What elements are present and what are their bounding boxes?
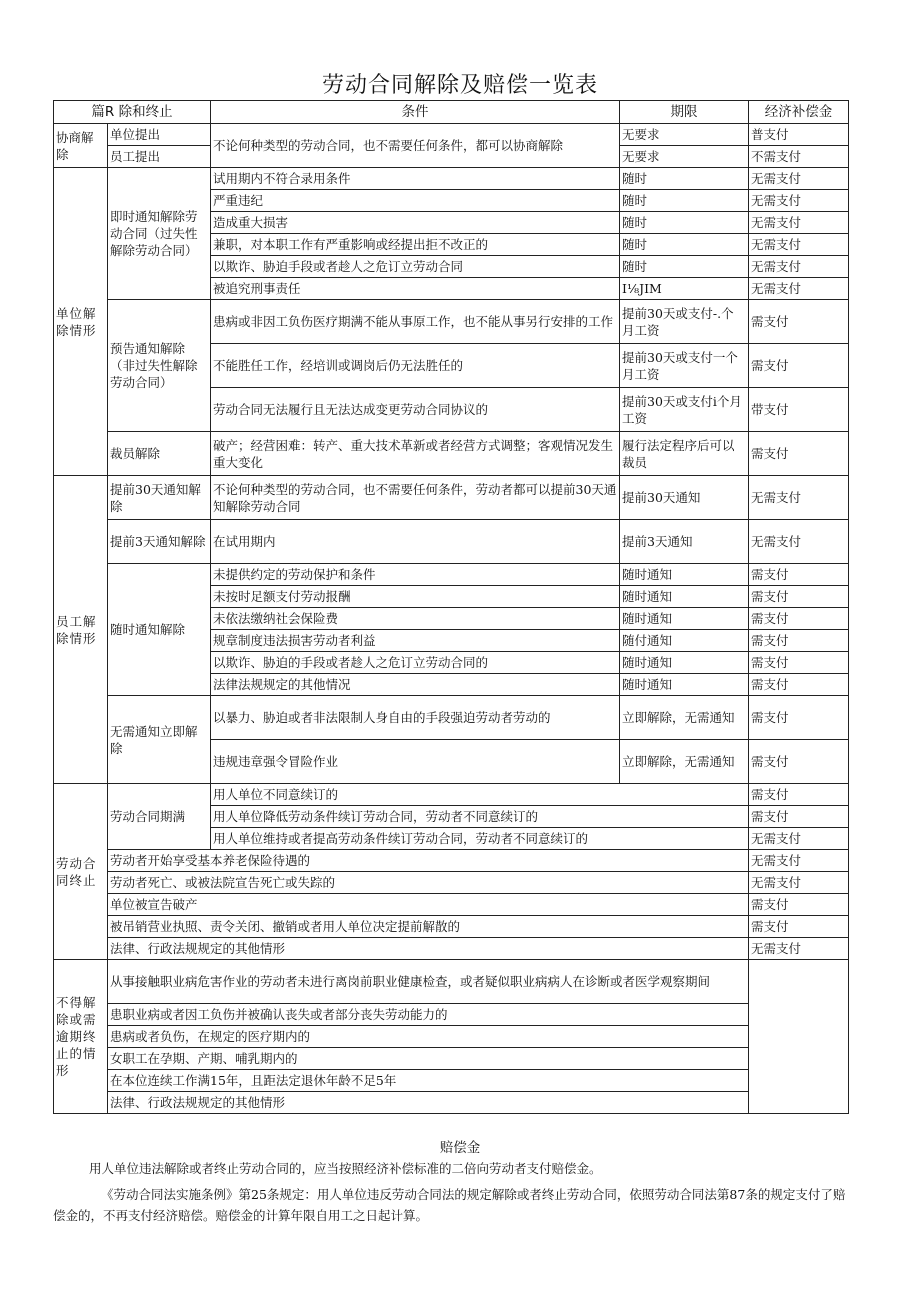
table-row-comp: 需支付: [749, 586, 849, 608]
zhongzhi-label: 劳动合同终止: [54, 784, 108, 960]
table-row-comp: 无需支付: [749, 212, 849, 234]
table-row-term: 立即解除，无需通知: [620, 696, 749, 740]
table-row-condition: 女职工在孕期、产期、哺乳期内的: [108, 1048, 749, 1070]
xieshang-sub-employee: 员工提出: [108, 146, 211, 168]
table-row-condition: 被追究刑事责任: [211, 278, 620, 300]
table-row-condition: 未提供约定的劳动保护和条件: [211, 564, 620, 586]
table-row-condition: 以暴力、胁迫或者非法限制人身自由的手段强迫劳动者劳动的: [211, 696, 620, 740]
table-row-term: 提前30天通知: [620, 476, 749, 520]
table-row-condition: 未依法缴纳社会保险费: [211, 608, 620, 630]
table-row-condition: 法律、行政法规规定的其他情形: [108, 1092, 749, 1114]
table-row-term: 随时通知: [620, 652, 749, 674]
xieshang-term-2: 无要求: [620, 146, 749, 168]
xieshang-condition: 不论何种类型的劳动合同，也不需要任何条件，都可以协商解除: [211, 124, 620, 168]
table-row-term: 随时: [620, 234, 749, 256]
table-row-condition: 兼职，对本职工作有严重影响或经提出拒不改正的: [211, 234, 620, 256]
table-row-comp: 需支付: [749, 740, 849, 784]
yuangong-a-label: 提前30天通知解除: [108, 476, 211, 520]
table-row-comp: 无需支付: [749, 520, 849, 564]
xieshang-term-1: 无要求: [620, 124, 749, 146]
table-row-condition: 破产；经营困难：转产、重大技术革新或者经营方式调整；客观情况发生重大变化: [211, 432, 620, 476]
page-title: 劳动合同解除及赔偿一览表: [321, 73, 598, 98]
bude-comp-blank: [749, 960, 849, 1114]
table-row-comp: 无需支付: [749, 828, 849, 850]
xieshang-comp-1: 普支付: [749, 124, 849, 146]
table-row-condition: 用人单位维持或者提高劳动条件续订劳动合同，劳动者不同意续订的: [211, 828, 749, 850]
table-row-condition: 法律法规规定的其他情况: [211, 674, 620, 696]
table-row-comp: 无需支付: [749, 256, 849, 278]
zhongzhi-qiman-label: 劳动合同期满: [108, 784, 211, 850]
table-row-comp: 需支付: [749, 564, 849, 586]
yuangong-b-label: 提前3天通知解除: [108, 520, 211, 564]
yuangong-label: 员工解除情形: [54, 476, 108, 784]
table-row-comp: 无需支付: [749, 872, 849, 894]
header-category: 篇R 除和终止: [54, 101, 211, 124]
table-row-comp: 需支付: [749, 674, 849, 696]
termination-table: [53, 100, 849, 1114]
table-row-condition: 造成重大损害: [211, 212, 620, 234]
table-row-condition: 患病或者负伤，在规定的医疗期内的: [108, 1026, 749, 1048]
table-row-comp: 无需支付: [749, 168, 849, 190]
table-row-condition: 用人单位降低劳动条件续订劳动合同，劳动者不同意续订的: [211, 806, 749, 828]
table-row-comp: 需支付: [749, 806, 849, 828]
bude-label: 不得解除或需逾期终止的情形: [54, 960, 108, 1114]
table-row-condition: 不论何种类型的劳动合同，也不需要任何条件，劳动者都可以提前30天通知解除劳动合同: [211, 476, 620, 520]
table-row-term: 提前3天通知: [620, 520, 749, 564]
table-row-comp: 无需支付: [749, 938, 849, 960]
table-row-comp: 需支付: [749, 630, 849, 652]
table-row-term: 立即解除，无需通知: [620, 740, 749, 784]
table-row-term: 随时通知: [620, 674, 749, 696]
table-row-term: I⅛JIM: [620, 278, 749, 300]
table-row-condition: 未按时足额支付劳动报酬: [211, 586, 620, 608]
table-row-comp: 无需支付: [749, 476, 849, 520]
table-row-term: 随时: [620, 212, 749, 234]
xieshang-label: 协商解除: [54, 124, 108, 168]
compensation-paragraph-1: 用人单位违法解除或者终止劳动合同的，应当按照经济补偿标准的二倍向劳动者支付赔偿金。: [89, 1161, 602, 1176]
table-row-term: 履行法定程序后可以裁员: [620, 432, 749, 476]
table-row-comp: 需支付: [749, 916, 849, 938]
table-row-condition: 在试用期内: [211, 520, 620, 564]
table-row-comp: 需支付: [749, 608, 849, 630]
table-row-comp: 无需支付: [749, 278, 849, 300]
header-compensation: 经济补偿金: [749, 101, 849, 124]
table-row-comp: 带支付: [749, 388, 849, 432]
xieshang-comp-2: 不需支付: [749, 146, 849, 168]
table-row-condition: 在本位连续工作满15年，且距法定退休年龄不足5年: [108, 1070, 749, 1092]
table-row-condition: 单位被宣告破产: [108, 894, 749, 916]
table-row-condition: 劳动合同无法履行且无法达成变更劳动合同协议的: [211, 388, 620, 432]
table-row-comp: 需支付: [749, 300, 849, 344]
table-row-condition: 被吊销营业执照、责令关闭、撤销或者用人单位决定提前解散的: [108, 916, 749, 938]
table-row-term: 提前30天或支付i个月工资: [620, 388, 749, 432]
table-row-comp: 无需支付: [749, 234, 849, 256]
table-row-comp: 需支付: [749, 696, 849, 740]
table-row-condition: 试用期内不符合录用条件: [211, 168, 620, 190]
danwei-g2-label: 预告通知解除（非过失性解除劳动合同）: [108, 300, 211, 432]
table-row-comp: 无需支付: [749, 850, 849, 872]
table-row-term: 随时: [620, 190, 749, 212]
table-row-term: 随时通知: [620, 586, 749, 608]
danwei-label: 单位解除情形: [54, 168, 108, 476]
table-row-term: 提前30天或支付-.个月工资: [620, 300, 749, 344]
danwei-g1-label: 即时通知解除劳动合同（过失性解除劳动合同）: [108, 168, 211, 300]
table-row-comp: 需支付: [749, 344, 849, 388]
table-row-condition: 严重违纪: [211, 190, 620, 212]
yuangong-c-label: 随时通知解除: [108, 564, 211, 696]
table-row-term: 随时: [620, 256, 749, 278]
table-row-condition: 劳动者死亡、或被法院宣告死亡或失踪的: [108, 872, 749, 894]
table-row-condition: 患职业病或者因工负伤并被确认丧失或者部分丧失劳动能力的: [108, 1004, 749, 1026]
table-row-condition: 规章制度违法损害劳动者利益: [211, 630, 620, 652]
xieshang-sub-unit: 单位提出: [108, 124, 211, 146]
table-row-term: 随付通知: [620, 630, 749, 652]
compensation-title: 赔偿金: [439, 1140, 481, 1156]
table-row-condition: 以欺诈、胁迫的手段或者趁人之危订立劳动合同的: [211, 652, 620, 674]
table-row-term: 随时通知: [620, 564, 749, 586]
table-row-term: 随时: [620, 168, 749, 190]
danwei-g3-label: 裁员解除: [108, 432, 211, 476]
compensation-paragraph-2: 《劳动合同法实施条例》第25条规定：用人单位违反劳动合同法的规定解除或者终止劳动合同，依照劳动合同法第87条的规定支付了赔偿金的，不再支付经济赔偿。赔偿金的计算年限自用工之日起计算。: [53, 1187, 846, 1223]
table-row-condition: 违规违章强令冒险作业: [211, 740, 620, 784]
table-row-condition: 用人单位不同意续订的: [211, 784, 749, 806]
table-row-term: 提前30天或支付一个月工资: [620, 344, 749, 388]
table-row-condition: 患病或非因工负伤医疗期满不能从事原工作，也不能从事另行安排的工作: [211, 300, 620, 344]
table-row-comp: 需支付: [749, 894, 849, 916]
table-row-comp: 无需支付: [749, 190, 849, 212]
table-row-condition: 法律、行政法规规定的其他情形: [108, 938, 749, 960]
table-row-comp: 需支付: [749, 784, 849, 806]
table-row-condition: 从事接触职业病危害作业的劳动者未进行离岗前职业健康检查，或者疑似职业病病人在诊断或者医学观察期间: [108, 960, 749, 1004]
table-row-condition: 不能胜任工作，经培训或调岗后仍无法胜任的: [211, 344, 620, 388]
header-condition: 条件: [211, 101, 620, 124]
table-row-condition: 以欺诈、胁迫手段或者趁人之危订立劳动合同: [211, 256, 620, 278]
table-row-comp: 需支付: [749, 652, 849, 674]
table-row-comp: 需支付: [749, 432, 849, 476]
header-term: 期限: [620, 101, 749, 124]
table-row-condition: 劳动者开始享受基本养老保险待遇的: [108, 850, 749, 872]
table-row-term: 随时通知: [620, 608, 749, 630]
yuangong-d-label: 无需通知立即解除: [108, 696, 211, 784]
